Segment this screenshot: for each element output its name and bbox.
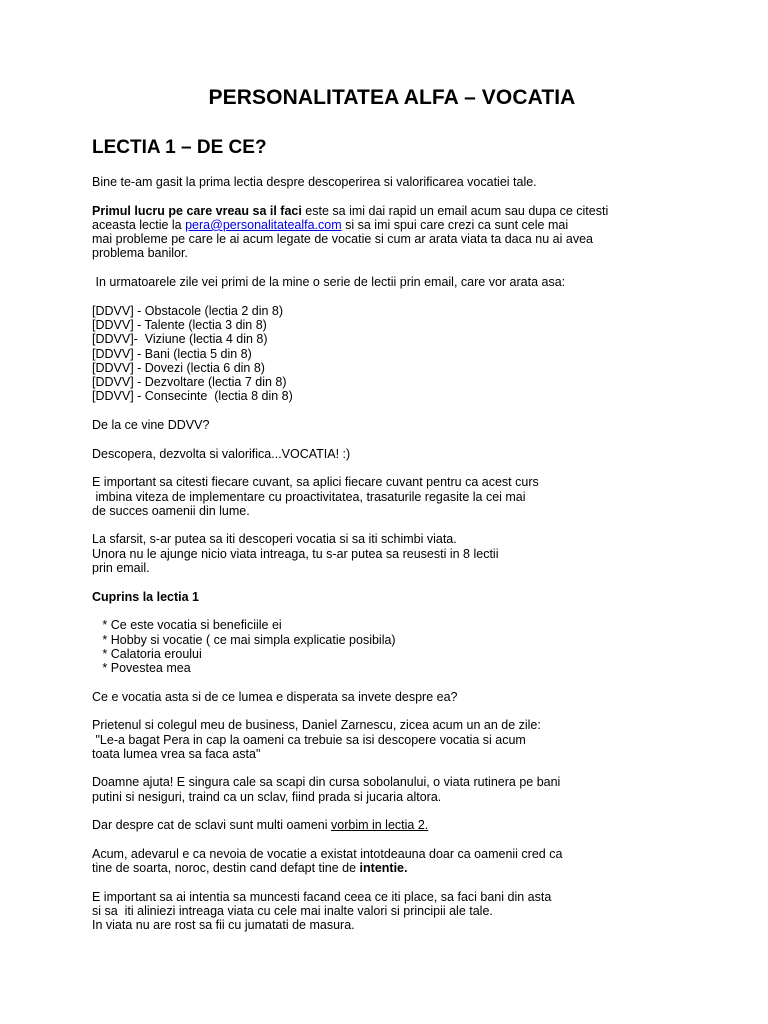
list-item: [DDVV] - Consecinte (lectia 8 din 8) [92, 389, 293, 404]
vocation-question: Ce e vocatia asta si de ce lumea e disperata sa invete despre ea? [92, 689, 458, 704]
ending-paragraph: La sfarsit, s-ar putea sa iti descoperi vocatia si sa iti schimbi viata. Unora nu le ajunge nicio viata intreaga, tu s-ar putea sa reusesti in 8 lectii prin email. [92, 532, 499, 576]
list-item: [DDVV] - Obstacole (lectia 2 din 8) [92, 303, 284, 318]
lesson-heading: LECTIA 1 – DE CE? [92, 137, 267, 158]
list-item: * Hobby si vocatie ( ce mai simpla explicatie posibila) [92, 632, 396, 647]
intention-bold: intentie. [359, 861, 408, 876]
contents-heading: Cuprins la lectia 1 [92, 589, 199, 604]
important-paragraph: E important sa citesti fiecare cuvant, sa aplici fiecare cuvant pentru ca acest curs imbina viteza de implementare cu proactivitatea, trasaturile regasite la cei mai de succes oamenii din lume. [92, 475, 539, 518]
important-intention-paragraph: E important sa ai intentia sa muncesti facand ceea ce iti place, sa faci bani din asta si sa iti aliniezi intreaga viata cu cele mai inalte valori si principii ale tale. In viata nu are rost sa fii cu jumatati de masura. [92, 889, 552, 933]
slaves-paragraph: Dar despre cat de sclavi sunt multi oameni vorbim in lectia 2. [92, 818, 429, 833]
intention-paragraph: Acum, adevarul e ca nevoia de vocatie a existat intotdeauna doar ca oamenii cred ca tine de soarta, noroc, destin cand defapt tine de intentie. [92, 846, 563, 876]
list-item: [DDVV] - Talente (lectia 3 din 8) [92, 317, 267, 332]
lesson-2-reference: vorbim in lectia 2. [331, 818, 429, 833]
ddvv-answer: Descopera, dezvolta si valorifica...VOCATIA! :) [92, 446, 351, 461]
email-link[interactable]: pera@personalitatealfa.com [185, 217, 342, 232]
document-body [92, 175, 692, 947]
first-task-bold: Primul lucru pe care vreau sa il faci [92, 203, 302, 218]
list-item: [DDVV] - Dovezi (lectia 6 din 8) [92, 360, 265, 375]
list-item: * Calatoria eroului [92, 646, 202, 661]
list-item: * Ce este vocatia si beneficiile ei [92, 618, 282, 633]
list-item: [DDVV]- Viziune (lectia 4 din 8) [92, 332, 268, 347]
friend-quote-paragraph: Prietenul si colegul meu de business, Daniel Zarnescu, zicea acum un an de zile: "Le-a bagat Pera in cap la oameni ca trebuie sa isi descopere vocatia si acum toata lumea vrea sa faca asta" [92, 718, 541, 761]
first-task-paragraph: Primul lucru pe care vreau sa il faci este sa imi dai rapid un email acum sau dupa ce citesti aceasta lectie la pera@personalitatealfa.com si sa imi spui care crezi ca sunt cele mai mai probleme pe care le ai acum legate de vocatie si cum ar arata viata ta daca nu ai avea problema banilor. [92, 203, 609, 261]
document-title: PERSONALITATEA ALFA – VOCATIA [208, 86, 576, 109]
intro-paragraph: Bine te-am gasit la prima lectia despre descoperirea si valorificarea vocatiei tale. [92, 175, 537, 189]
lessons-list [92, 304, 692, 404]
doamne-paragraph: Doamne ajuta! E singura cale sa scapi din cursa sobolanului, o viata rutinera pe bani putini si nesiguri, traind ca un sclav, fiind prada si jucaria altora. [92, 775, 561, 804]
list-item: [DDVV] - Dezvoltare (lectia 7 din 8) [92, 375, 287, 390]
contents-list [92, 618, 692, 675]
ddvv-question: De la ce vine DDVV? [92, 418, 210, 433]
list-item: * Povestea mea [92, 661, 191, 676]
next-days-paragraph: In urmatoarele zile vei primi de la mine o serie de lectii prin email, care vor arata asa: [92, 275, 566, 290]
list-item: [DDVV] - Bani (lectia 5 din 8) [92, 346, 252, 361]
